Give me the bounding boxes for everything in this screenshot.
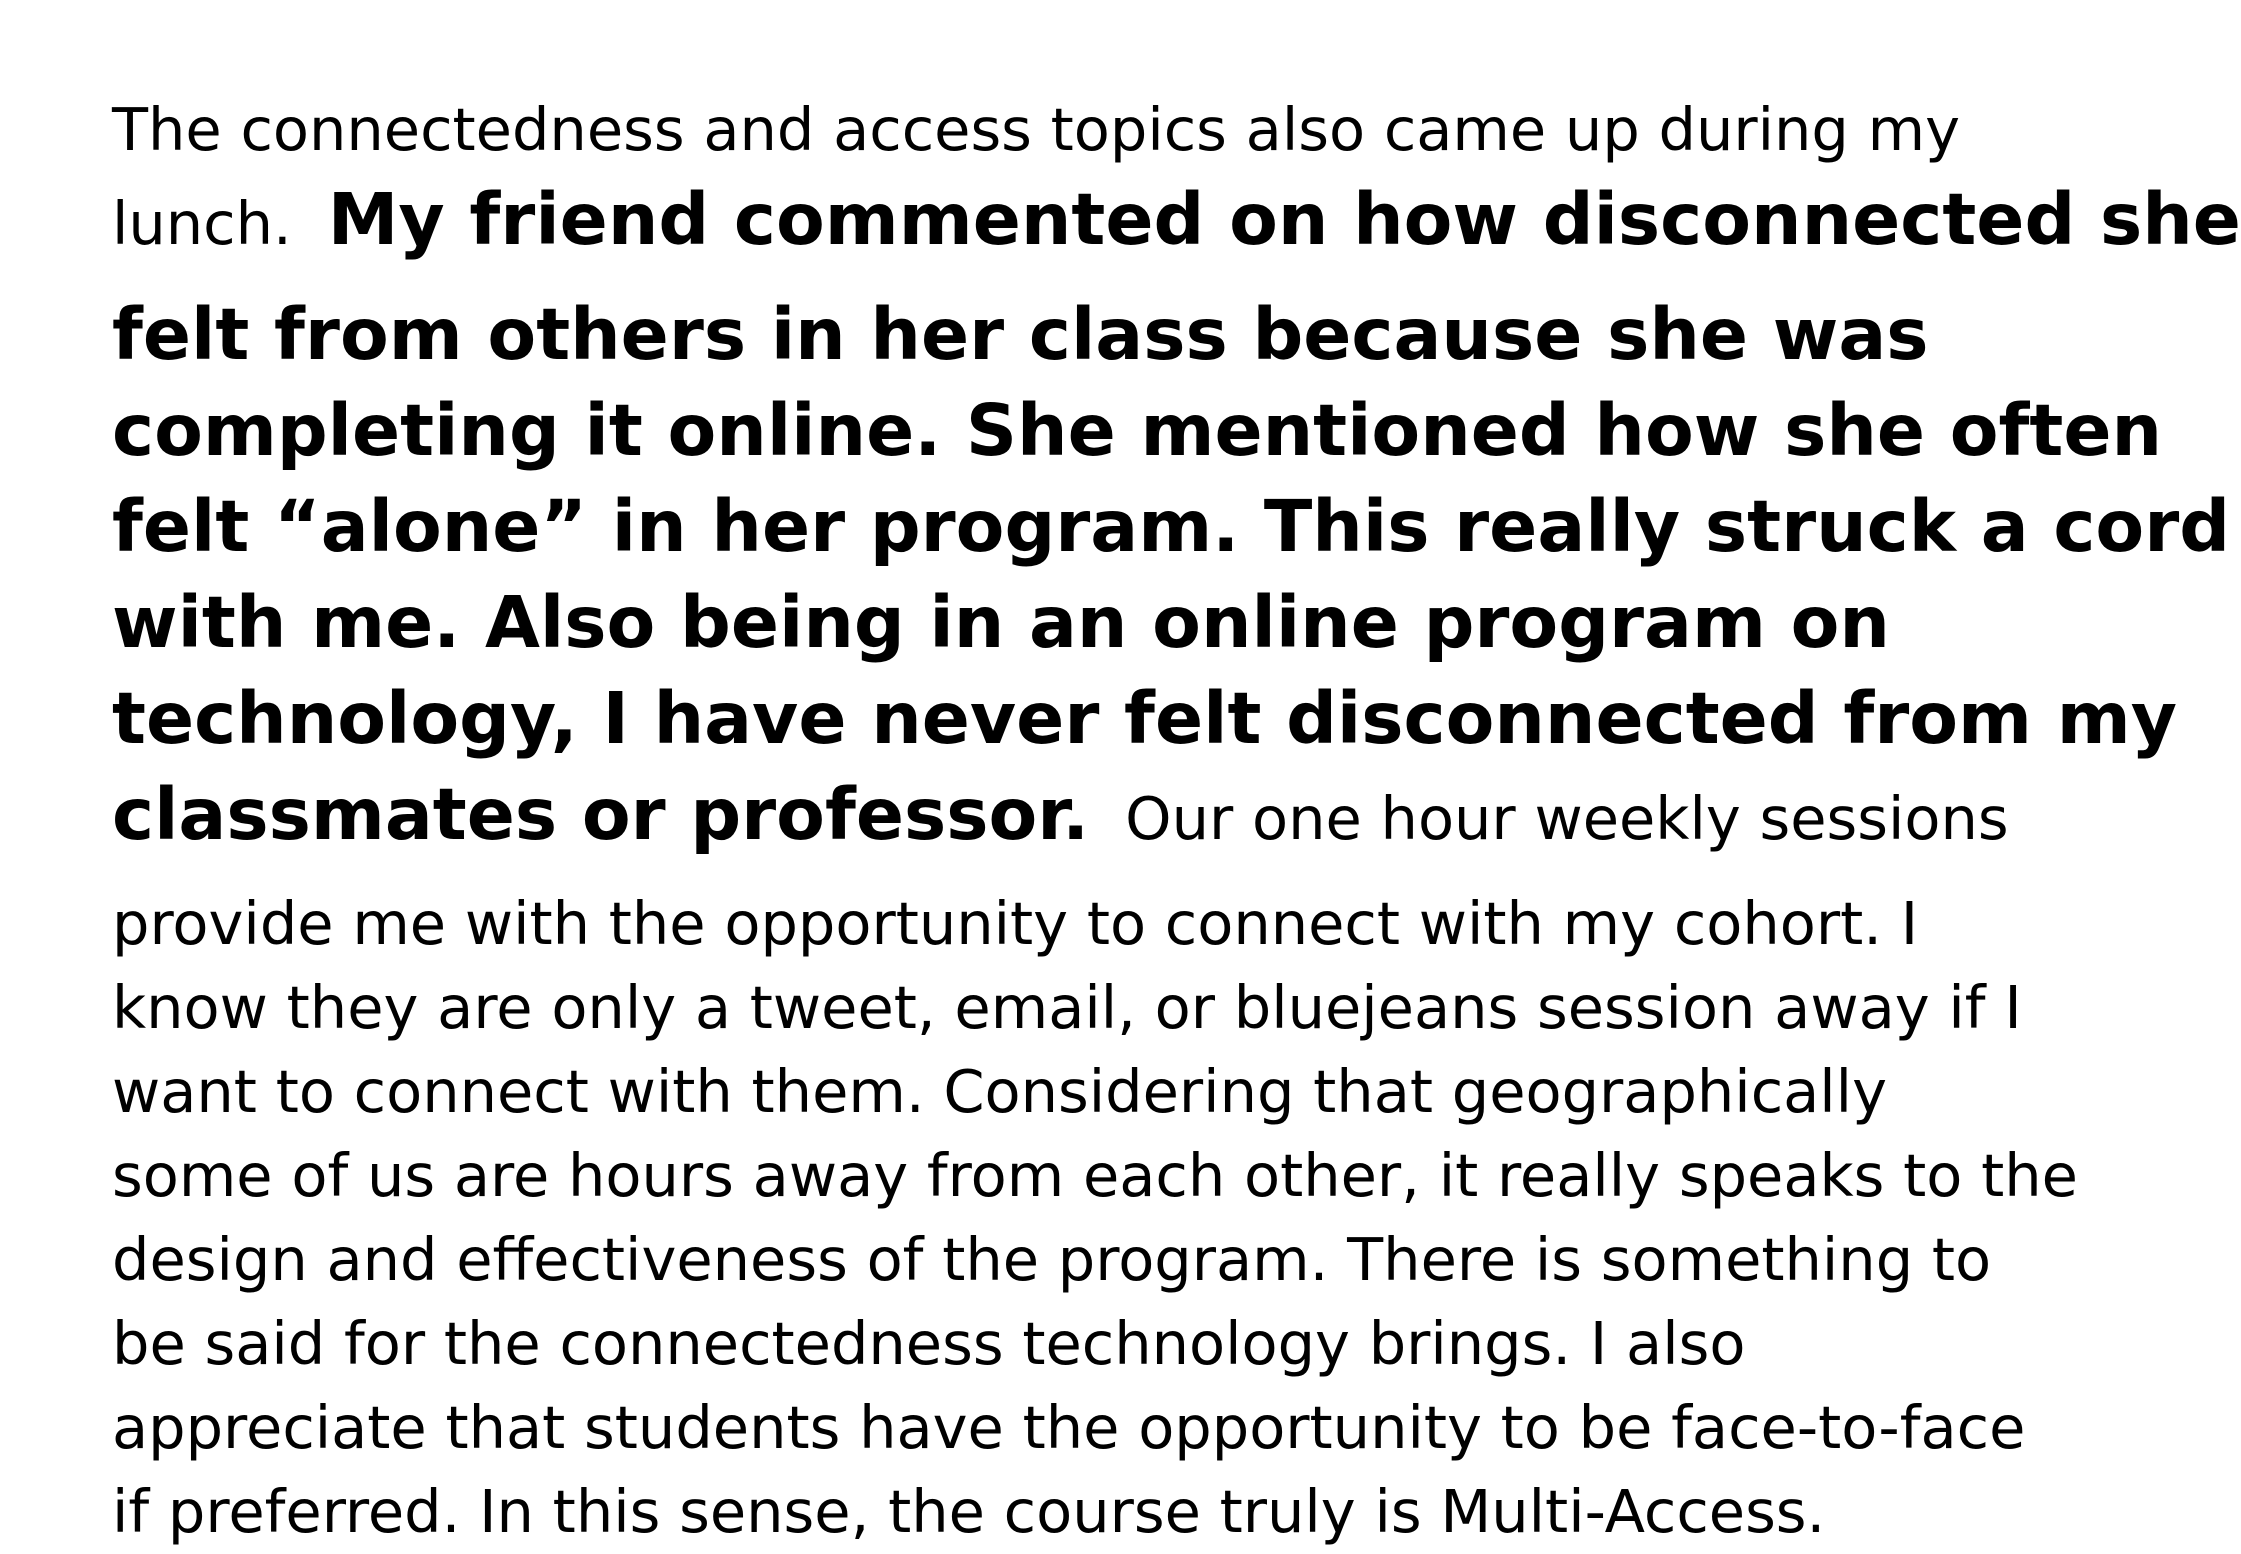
text-line-bold: felt from others in her class because she was xyxy=(112,293,1929,376)
text-line: be said for the connectedness technology brings. I also xyxy=(112,1309,1746,1378)
text-line: if preferred. In this sense, the course truly is Multi-Access. xyxy=(112,1477,1826,1546)
reflection-paragraph xyxy=(112,88,2241,1554)
text-run-plain: lunch. xyxy=(112,189,292,258)
text-line: want to connect with them. Considering that geographically xyxy=(112,1057,1887,1126)
text-line: appreciate that students have the opportunity to be face-to-face xyxy=(112,1393,2026,1462)
text-line: provide me with the opportunity to connect with my cohort. I xyxy=(112,889,1919,958)
text-line xyxy=(112,767,2009,882)
text-line: some of us are hours away from each other, it really speaks to the xyxy=(112,1141,2078,1210)
text-line-bold: completing it online. She mentioned how she often xyxy=(112,389,2163,472)
text-line: The connectedness and access topics also came up during my xyxy=(112,95,1961,164)
text-line-bold: with me. Also being in an online program on xyxy=(112,581,1890,664)
text-line: know they are only a tweet, email, or bluejeans session away if I xyxy=(112,973,2022,1042)
text-run-bold: classmates or professor. xyxy=(112,773,1090,856)
text-line-bold: felt “alone” in her program. This really struck a cord xyxy=(112,485,2231,568)
text-line-bold: technology, I have never felt disconnected from my xyxy=(112,677,2177,760)
text-run-bold: My friend commented on how disconnected she xyxy=(327,178,2241,261)
text-run-plain: Our one hour weekly sessions xyxy=(1125,784,2009,853)
text-line xyxy=(112,172,2241,287)
text-line: design and effectiveness of the program. There is something to xyxy=(112,1225,1992,1294)
